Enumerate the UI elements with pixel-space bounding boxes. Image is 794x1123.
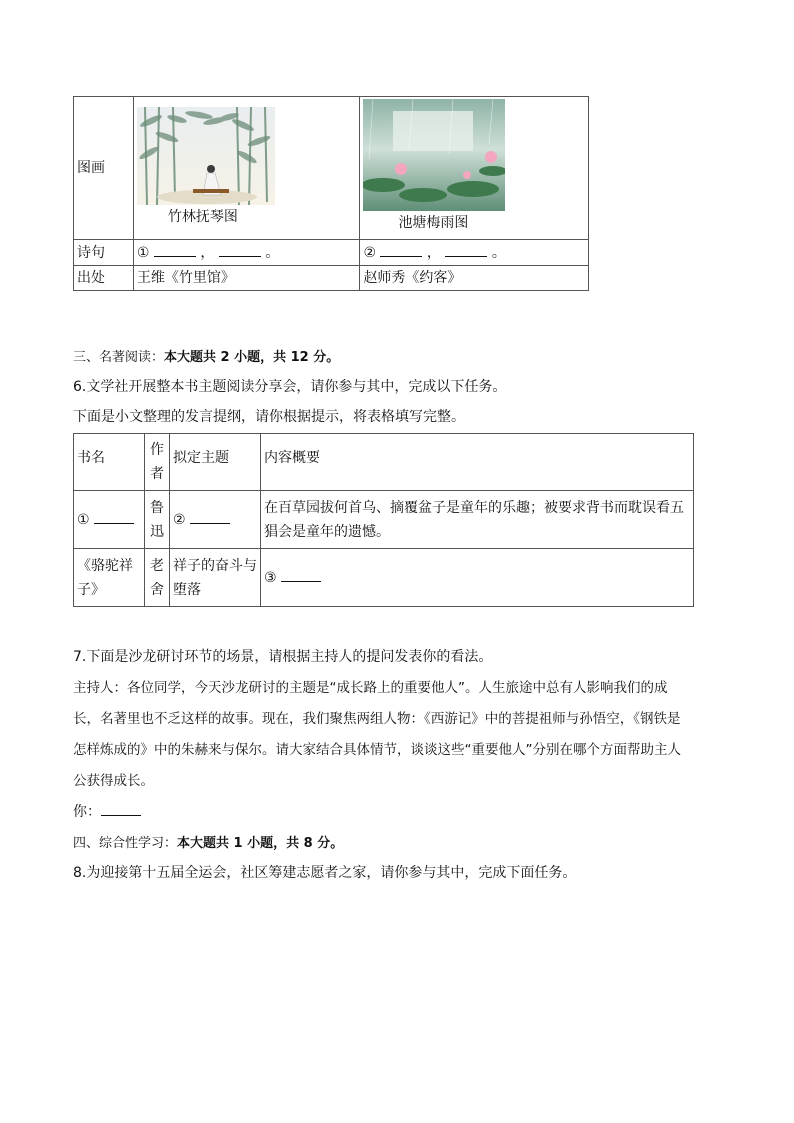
poem-line-2 xyxy=(360,240,589,266)
header-author: 作 者 xyxy=(145,434,170,491)
lotus-pond-image xyxy=(363,99,505,211)
q7-intro: 7.下面是沙龙研讨环节的场景，请根据主持人的提问发表你的看法。 xyxy=(73,649,493,665)
picture-caption-1: 竹林抚琴图 xyxy=(167,209,238,225)
q6-intro: 6.文学社开展整本书主题阅读分享会，请你参与其中，完成以下任务。 xyxy=(73,379,507,395)
picture-cell-2 xyxy=(360,97,589,240)
author-cell: 鲁 迅 xyxy=(145,491,170,549)
answer-blank[interactable] xyxy=(101,801,141,816)
q7-host-line: 公获得成长。 xyxy=(73,773,154,789)
row-label-poem-line: 诗句 xyxy=(74,240,134,266)
poem-line-marker: ① xyxy=(136,245,150,261)
q7-host-line: 主持人：各位同学，今天沙龙研讨的主题是“成长路上的重要他人”。人生旅途中总有人影响我们的成 xyxy=(73,680,668,696)
q7-host-line: 怎样炼成的》中的朱赫来与保尔。请大家结合具体情节，谈谈这些“重要他人”分别在哪个方面帮助主人 xyxy=(73,742,681,758)
section-3-heading: 三、名著阅读：本大题共 2 小题，共 12 分。 xyxy=(73,350,340,365)
answer-blank[interactable] xyxy=(190,509,230,524)
summary-cell: 在百草园拔何首乌、摘覆盆子是童年的乐趣；被要求背书而耽误看五 猖会是童年的遗憾。 xyxy=(261,491,694,549)
q6-instruction: 下面是小文整理的发言提纲，请你根据提示，将表格填写完整。 xyxy=(73,409,465,425)
poem-table xyxy=(73,96,589,291)
book-cell: ① xyxy=(74,491,145,549)
book-cell: 《骆驼祥 子》 xyxy=(74,549,145,607)
source-2: 赵师秀《约客》 xyxy=(360,266,589,291)
header-summary: 内容概要 xyxy=(261,434,694,491)
author-cell: 老 舍 xyxy=(145,549,170,607)
q8-intro: 8.为迎接第十五届全运会，社区筹建志愿者之家，请你参与其中，完成下面任务。 xyxy=(73,865,577,881)
row-label-picture: 图画 xyxy=(74,97,134,240)
answer-blank[interactable] xyxy=(154,242,196,257)
row-label-source: 出处 xyxy=(74,266,134,291)
poem-line-1 xyxy=(133,240,360,266)
answer-blank[interactable] xyxy=(380,242,422,257)
picture-caption-2: 池塘梅雨图 xyxy=(398,215,469,231)
poem-line-end: 。 xyxy=(491,245,506,261)
answer-blank[interactable] xyxy=(445,242,487,257)
section-4-heading: 四、综合性学习：本大题共 1 小题，共 8 分。 xyxy=(73,836,344,851)
q7-you: 你： xyxy=(73,801,141,821)
answer-blank[interactable] xyxy=(281,567,321,582)
header-book: 书名 xyxy=(74,434,145,491)
poem-line-end: 。 xyxy=(265,245,280,261)
poem-line-sep: ， xyxy=(200,245,215,261)
poem-line-sep: ， xyxy=(426,245,441,261)
theme-cell: 祥子的奋斗与 堕落 xyxy=(170,549,261,607)
answer-blank[interactable] xyxy=(219,242,261,257)
q7-host-line: 长，名著里也不乏这样的故事。现在，我们聚焦两组人物：《西游记》中的菩提祖师与孙悟空，《钢铁是 xyxy=(73,711,681,727)
summary-cell: ③ xyxy=(261,549,694,607)
poem-line-marker: ② xyxy=(363,245,376,261)
answer-blank[interactable] xyxy=(94,509,134,524)
theme-cell: ② xyxy=(170,491,261,549)
header-theme: 拟定主题 xyxy=(170,434,261,491)
bamboo-guqin-image xyxy=(137,107,275,205)
picture-cell-1 xyxy=(133,97,360,240)
reading-table xyxy=(73,433,694,607)
source-1: 王维《竹里馆》 xyxy=(133,266,360,291)
